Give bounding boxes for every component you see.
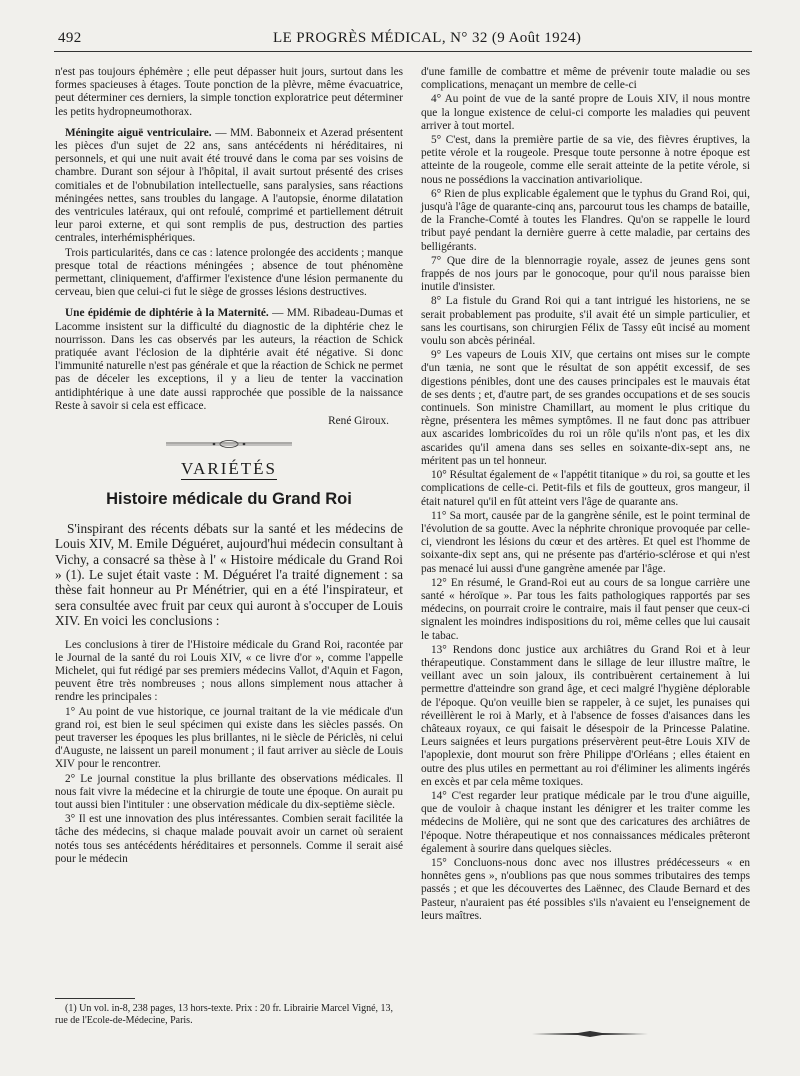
left-column: [55, 66, 403, 866]
list-item: 11° Sa mort, causée par de la gangrène sénile, est le point terminal de l'évolution de sa goutte. Avec la néphrite chronique provoquée par celle-ci, viendront les lésions du cœur et des artères. Et quel est l'homme de soixante-dix sept ans, qui ne présente pas d'artério-sclérose et qui n'est pas menacé lui aussi d'une gangrène amenée par l'âge.: [421, 509, 750, 575]
list-item: 1° Au point de vue historique, ce journal traitant de la vie médicale d'un grand roi, est bien le seul spécimen qui existe dans les siècles passés. On peut traverser les époques les plus brillantes, ni le siècle de Périclès, ni celui d'Auguste, ne laissent un pareil monument ; il faut arriver au siècle de Louis XIV pour le rencontrer.: [55, 705, 403, 771]
list-item: 7° Que dire de la blennorragie royale, assez de jeunes gens sont frappés de nos jours par le gonocoque, pour qu'il nous paraisse bien inutile d'insister.: [421, 254, 750, 294]
list-item: 3° Il est une innovation des plus intéressantes. Combien serait facilitée la tâche des médecins, si chaque malade pouvait avoir un carnet où seraient notés tous ses antécédents héréditaires et personnels. Comme il serait aisé pour le médecin: [55, 813, 403, 865]
page-header: [58, 30, 748, 48]
list-item: 10° Résultat également de « l'appétit titanique » du roi, sa goutte et les complications de celle-ci. Petit-fils et fils de goutteux, gros mangeur, il était naturel qu'il en fût atteint vers l'âge de quarante ans.: [421, 469, 750, 508]
paragraph: n'est pas toujours éphémère ; elle peut dépasser huit jours, surtout dans les formes spacieuses à étages. Toute ponction de la plèvre, même évacuatrice, peut déterminer ces derniers, la simple tonction exploratrice peut déterminer les petits hydropneumothorax.: [55, 66, 403, 118]
page-number: 492: [58, 30, 82, 46]
end-ornament: [530, 1026, 650, 1036]
footnote: [55, 1003, 401, 1027]
list-item: 8° La fistule du Grand Roi qui a tant intrigué les historiens, ne se serait probablement pas produite, s'il avait été un simple particulier, et sans les courtisans, son chirurgien Félix de Tassy eût incisé au moment voulu son abcès périnéal.: [421, 295, 750, 348]
list-item: 12° En résumé, le Grand-Roi eut au cours de sa longue carrière une santé « héroïque ». Par tous les faits pathologiques rapportés par ses médecins, on pourrait croire le contraire, mais il faut penser que ceux-ci signalent les moindres indispositions du roi, même celles que lui causait le tabac.: [421, 576, 750, 642]
ornament-divider: [55, 438, 403, 450]
list-item: 5° C'est, dans la première partie de sa vie, des fièvres éruptives, la petite vérole et la rougeole. Presque toute personne à notre époque est atteinte de la rougeole, comme elle serait atteinte de la petite vérole, si nous ne possédions la vaccination antivariolique.: [421, 134, 750, 186]
subheading: Une épidémie de diphtérie à la Maternité.: [65, 307, 269, 320]
paragraph: Les conclusions à tirer de l'Histoire médicale du Grand Roi, racontée par le Journal de la santé du roi Louis XIV, « ce livre d'or », comme l'appelle Michelet, qui fut rédigé par ses premiers médecins Vallot, d'Aquin et Fagon, peuvent être très nombreuses ; nous allons simplement nous attacher à rendre les principales :: [55, 638, 403, 704]
paragraph: d'une famille de combattre et même de prévenir toute maladie ou ses complications, menaçant un membre de celle-ci: [421, 66, 750, 92]
list-item: 13° Rendons donc justice aux archiâtres du Grand Roi et à leur thérapeutique. Constamment dans le sillage de leur illustre maître, le veillant avec un soin jaloux, ils contribuèrent certainement à lui permettre d'atteindre son grand âge, et ceci malgré l'hygiène déplorable de l'époque. Qu'on veuille bien se rappeler, à ce sujet, les punaises qui réveillèrent le roi à Marly, et à l'absence de fosses d'aisances dans les châteaux royaux, ce qui faisait le désespoir de la Princesse Palatine. Leurs saignées et leurs purgations préservèrent peut-être Louis XIV de l'apoplexie, dont mourut son frère Philippe d'Orléans ; elles étaient en outre des plus utiles en permettant au roi d'éliminer les aliments ingérés en excès et par cela même toxiques.: [421, 643, 750, 788]
list-item: 6° Rien de plus explicable également que le typhus du Grand Roi, qui, jusqu'à l'âge de quarante-cinq ans, parcourut tous les champs de bataille, de la Franche-Comté à toutes les Flandres. Qu'on se rappelle le lourd tribut payé pendant la dernière guerre à cette maladie, par certains des belligérants.: [421, 187, 750, 253]
list-item: 9° Les vapeurs de Louis XIV, que certains ont mises sur le compte d'un tænia, ne sont que le résultat de son appétit excessif, de ses digestions pénibles, dont une des causes principales est le mauvais état de ses dents ; et, d'autre part, de ses grandes occupations et de ses soucis continuels. Son ministre Chamillart, au moment le plus critique du règne, présentera les mêmes symptômes. Il ne faut donc pas attribuer aux ascarides lombricoïdes du roi un rôle qu'ils n'ont pas, et les dix ascarides qu'il amena dans ses selles en soixante-dix-sept ans, ne méritent pas un tel honneur.: [421, 349, 750, 467]
list-item: 2° Le journal constitue la plus brillante des observations médicales. Il nous fait vivre la médecine et la chirurgie de toute une époque. On aurait pu tout aussi bien l'intituler : une observation médicale du dix-septième siècle.: [55, 772, 403, 811]
subheading: Méningite aiguë ventriculaire.: [65, 126, 212, 139]
paragraph: [55, 307, 403, 413]
signature: René Giroux.: [328, 415, 389, 428]
footnote-text: (1) Un vol. in-8, 238 pages, 13 hors-texte. Prix : 20 fr. Librairie Marcel Vigné, 13, rue de l'Ecole-de-Médecine, Paris.: [55, 1003, 394, 1026]
paragraph: [55, 127, 403, 246]
list-item: 14° C'est regarder leur pratique médicale par le trou d'une aiguille, que de vouloir à chaque instant les dénigrer et les traiter comme les médecins de Molière, qui ne sont que des caricatures des archiâtres de l'époque. Notre thérapeutique et nos connaissances médicales prêteront également à sourire dans quelques siècles.: [421, 789, 750, 855]
list-item: 15° Concluons-nous donc avec nos illustres prédécesseurs « en honnêtes gens », n'oublions pas que nous sommes tributaires des temps passés ; et que les découvertes des Laënnec, des Claude Bernard et des Pasteur, n'auraient pas été possibles s'ils n'avaient eu l'enseignement de leurs maîtres.: [421, 856, 750, 922]
lead-paragraph: S'inspirant des récents débats sur la santé et les médecins de Louis XIV, M. Emile Déguéret, aujourd'hui médecin consultant à Vichy, a consacré sa thèse à l' « Histoire médicale du Grand Roi » (1). Le sujet était vaste : M. Déguéret l'a traité dignement : sa thèse fait honneur au Pr Ménétrier, qui en a été l'inspirateur, et sera consultée avec fruit par ceux qui auront à s'occuper de Louis XIV. En voici les conclusions :: [55, 520, 403, 629]
paragraph-text: — MM. Babonneix et Azerad présentent les pièces d'un sujet de 22 ans, sans antécédents ni héréditaires, ni personnels, et qui une nuit avait été trouvé dans le coma par ses voisins de chambre. Durant son séjour à l'hôpital, il avait surtout présenté des crises comitiales et de l'obnubilation intellectuelle, sans paralysies, sans réactions méningées nettes, sans troubles du langage. A l'autopsie, énorme dilatation des ventricules latéraux, qui ont refoulé, comprimé et partiellement détruit leur paroi externe, et qui sont remplis de pus, destruction des parties centrales, interhémisphériques.: [55, 126, 403, 245]
article-title: Histoire médicale du Grand Roi: [106, 490, 352, 509]
footnote-rule: [55, 998, 135, 999]
article-lead: [55, 521, 403, 629]
header-rule: [54, 51, 752, 52]
running-title: LE PROGRÈS MÉDICAL, N° 32 (9 Août 1924): [273, 30, 582, 46]
list-item: 4° Au point de vue de la santé propre de Louis XIV, il nous montre que la longue existence de celui-ci comporte les maladies qui peuvent arriver à tout mortel.: [421, 93, 750, 132]
conclusions-list: [55, 639, 403, 866]
paragraph-text: — MM. Ribadeau-Dumas et Lacomme insistent sur la difficulté du diagnostic de la diphtérie chez le nourrisson. Dans les cas observés par les auteurs, la réaction de Schick pratiquée avant l'éclosion de la diphtérie avait été négative. Si donc l'immunité naturelle n'est pas générale et que la réaction de Schick ne permet pas de déceler les exceptions, il y a lieu de tenter la vaccination antidiphtérique à une date aussi rapprochée que possible de la naissance Reste à savoir si cela est efficace.: [55, 307, 403, 412]
section-heading: VARIÉTÉS: [181, 459, 277, 479]
paragraph: Trois particularités, dans ce cas : latence prolongée des accidents ; manque presque total de réactions méningées ; absence de tout phénomène permettant, cliniquement, d'affirmer l'existence d'une lésion permanente du cerveau, bien que celui-ci fut le siège de grosses lésions destructives.: [55, 246, 403, 299]
right-column: [421, 66, 750, 923]
